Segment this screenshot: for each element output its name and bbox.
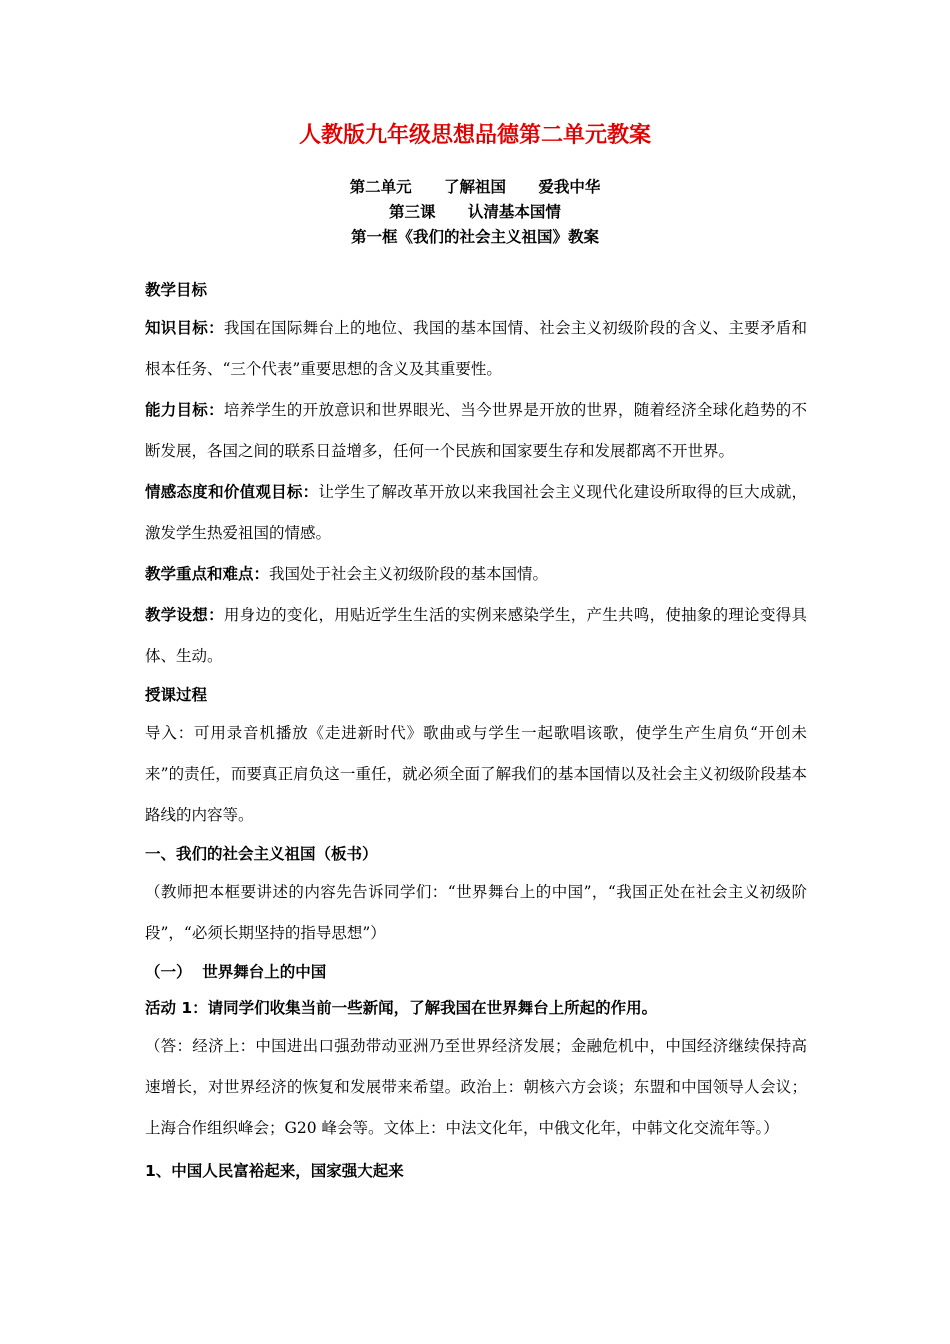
intro-paragraph: 导入：可用录音机播放《走进新时代》歌曲或与学生一起歌唱该歌，使学生产生肩负“开创未来”的责任，而要真正肩负这一重任，就必须全面了解我们的基本国情以及社会主义初级阶段基本路线的内容等。 [145, 724, 807, 824]
activity1: 活动 1：请同学们收集当前一些新闻，了解我国在世界舞台上所起的作用。 [145, 999, 658, 1017]
answer1: （答：经济上：中国进出口强劲带动亚洲乃至世界经济发展；金融危机中，中国经济继续保持高速增长，对世界经济的恢复和发展带来希望。政治上：朝核六方会谈；东盟和中国领导人会议；上海合作组织峰会；G20 峰会等。文体上：中法文化年，中俄文化年，中韩文化交流年等。） [145, 1037, 807, 1137]
keypoints [145, 554, 807, 595]
sub1-heading: （一） 世界舞台上的中国 [145, 963, 327, 981]
frame-heading: 第一框《我们的社会主义祖国》教案 [350, 228, 599, 246]
section1-heading: 一、我们的社会主义祖国（板书） [145, 845, 378, 863]
knowledge-objective-label: 知识目标： [145, 319, 224, 337]
document-body [145, 272, 807, 1189]
knowledge-objective [145, 308, 807, 390]
keypoints-label: 教学重点和难点： [145, 565, 270, 583]
document-title: 人教版九年级思想品德第二单元教案 [298, 123, 651, 148]
ability-objective-text: 培养学生的开放意识和世界眼光、当今世界是开放的世界，随着经济全球化趋势的不断发展，各国之间的联系日益增多，任何一个民族和国家要生存和发展都离不开世界。 [145, 401, 807, 460]
objectives-heading: 教学目标 [145, 281, 208, 299]
process-heading: 授课过程 [145, 686, 208, 704]
section1-note: （教师把本框要讲述的内容先告诉同学们：“世界舞台上的中国”，“我国正处在社会主义初级阶段”，“必须长期坚持的指导思想”） [145, 883, 807, 942]
emotion-objective [145, 472, 807, 554]
teaching-design-text: 用身边的变化，用贴近学生生活的实例来感染学生，产生共鸣，使抽象的理论变得具体、生动。 [145, 606, 807, 665]
point1-heading: 1、中国人民富裕起来，国家强大起来 [145, 1162, 404, 1180]
emotion-objective-text: 让学生了解改革开放以来我国社会主义现代化建设所取得的巨大成就，激发学生热爱祖国的情感。 [145, 483, 807, 542]
teaching-design-label: 教学设想： [145, 606, 224, 624]
ability-objective [145, 390, 807, 472]
emotion-objective-label: 情感态度和价值观目标： [145, 483, 319, 501]
keypoints-text: 我国处于社会主义初级阶段的基本国情。 [269, 565, 549, 583]
ability-objective-label: 能力目标： [145, 401, 224, 419]
teaching-design [145, 595, 807, 677]
knowledge-objective-text: 我国在国际舞台上的地位、我国的基本国情、社会主义初级阶段的含义、主要矛盾和根本任务、“三个代表”重要思想的含义及其重要性。 [145, 319, 807, 378]
lesson-heading: 第三课 认清基本国情 [389, 203, 561, 221]
unit-heading: 第二单元 了解祖国 爱我中华 [349, 178, 601, 196]
